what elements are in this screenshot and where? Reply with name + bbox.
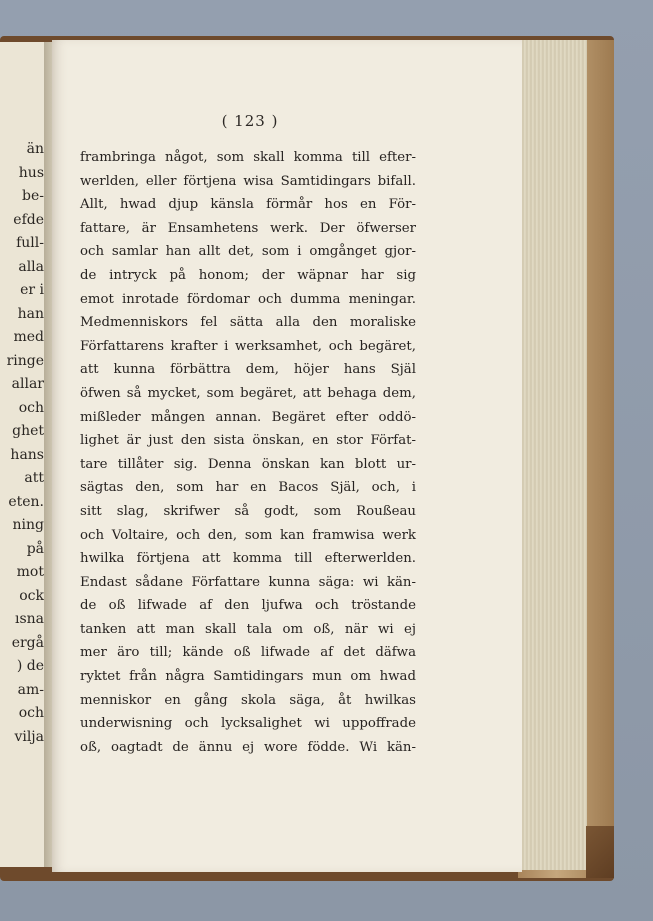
left-page-fragment: mot [16,564,44,580]
cover-corner [586,826,614,878]
left-page-fragment: på [26,540,44,557]
text-line: oß, oagtadt de ännu ej wore födde. Wi kän- [80,739,416,755]
text-line: öfwen så mycket, som begäret, att behaga dem, [80,385,416,401]
text-line: werlden, eller förtjena wisa Samtidingars bifall. [80,173,416,189]
text-line: mer äro till; kände oß lifwade af det däfwa [80,645,416,661]
left-page-fragment: ning [12,517,44,533]
left-page-fragment: och [18,705,44,721]
left-page-fragment: hans [10,446,44,463]
text-line: att kunna förbättra dem, höjer hans Själ [80,362,416,378]
left-page-fragment: med [13,329,44,345]
text-line: hwilka förtjena att komma till efterwerlden. [80,551,416,567]
left-page-text [0,138,44,749]
text-line: och Voltaire, och den, som kan framwisa werk [80,527,416,543]
text-line: och samlar han allt det, som i omgånget gjor- [80,244,416,260]
left-page-fragment: be- [22,188,44,204]
page-edges [516,40,587,870]
left-page-fragment: full- [16,235,44,251]
text-line: de intryck på honom; der wäpnar har sig [80,267,416,283]
text-line: Författarens krafter i werksamhet, och begäret, [80,338,416,354]
text-line: ryktet från några Samtidingars mun om hwad [80,669,416,685]
left-page-fragment: am- [17,681,44,698]
text-line: Allt, hwad djup känsla förmår hos en För- [80,197,416,213]
text-line: sägtas den, som har en Bacos Själ, och, i [80,480,416,496]
left-page-fragment: ock [19,587,44,604]
body-text [80,146,416,759]
text-line: fattare, är Ensamhetens werk. Der öfwerser [80,220,416,236]
left-page-fragment: hus [18,164,44,181]
left-page-fragment: ısna [14,611,44,627]
left-page-fragment: ergå [11,634,44,651]
text-line: tare tillåter sig. Denna önskan kan blott ur- [80,456,416,472]
text-line: Medmenniskors fel sätta alla den moraliske [80,315,416,331]
left-page-fragment: ghet [12,423,44,439]
text-line: mißleder mången annan. Begäret efter oddö- [80,409,416,425]
left-page-fragment: och [18,399,44,416]
left-page-fragment: allar [11,376,44,392]
text-line: lighet är just den sista önskan, en stor Förfat- [80,433,416,449]
left-page-fragment: eten. [8,493,44,510]
left-page-fragment: än [26,141,44,157]
text-line: frambringa något, som skall komma till efter- [80,150,416,165]
page-number: ( 123 ) [221,112,279,130]
left-page-fragment: efde [13,211,44,228]
text-line: de oß lifwade af den ljufwa och tröstande [80,598,416,614]
text-line: sitt slag, skrifwer så godt, som Roußeau [80,503,416,519]
left-page-fragment: han [17,305,44,322]
left-page-fragment: er i [20,282,44,298]
left-page-fragment: ringe [6,352,44,369]
left-page-fragment: alla [18,258,44,275]
left-page-fragment: vilja [14,728,44,745]
text-line: Endast sådane Författare kunna säga: wi kän- [80,574,416,590]
left-page [0,42,48,867]
left-page-fragment: ) de [16,658,44,674]
left-page-fragment: att [24,470,44,486]
text-line: emot inrotade fördomar och dumma meningar. [80,291,416,307]
text-line: underwisning och lycksalighet wi uppoffrade [80,716,416,732]
text-line: menniskor en gång skola säga, åt hwilkas [80,692,416,708]
text-line: tanken att man skall tala om oß, när wi ej [80,621,416,637]
